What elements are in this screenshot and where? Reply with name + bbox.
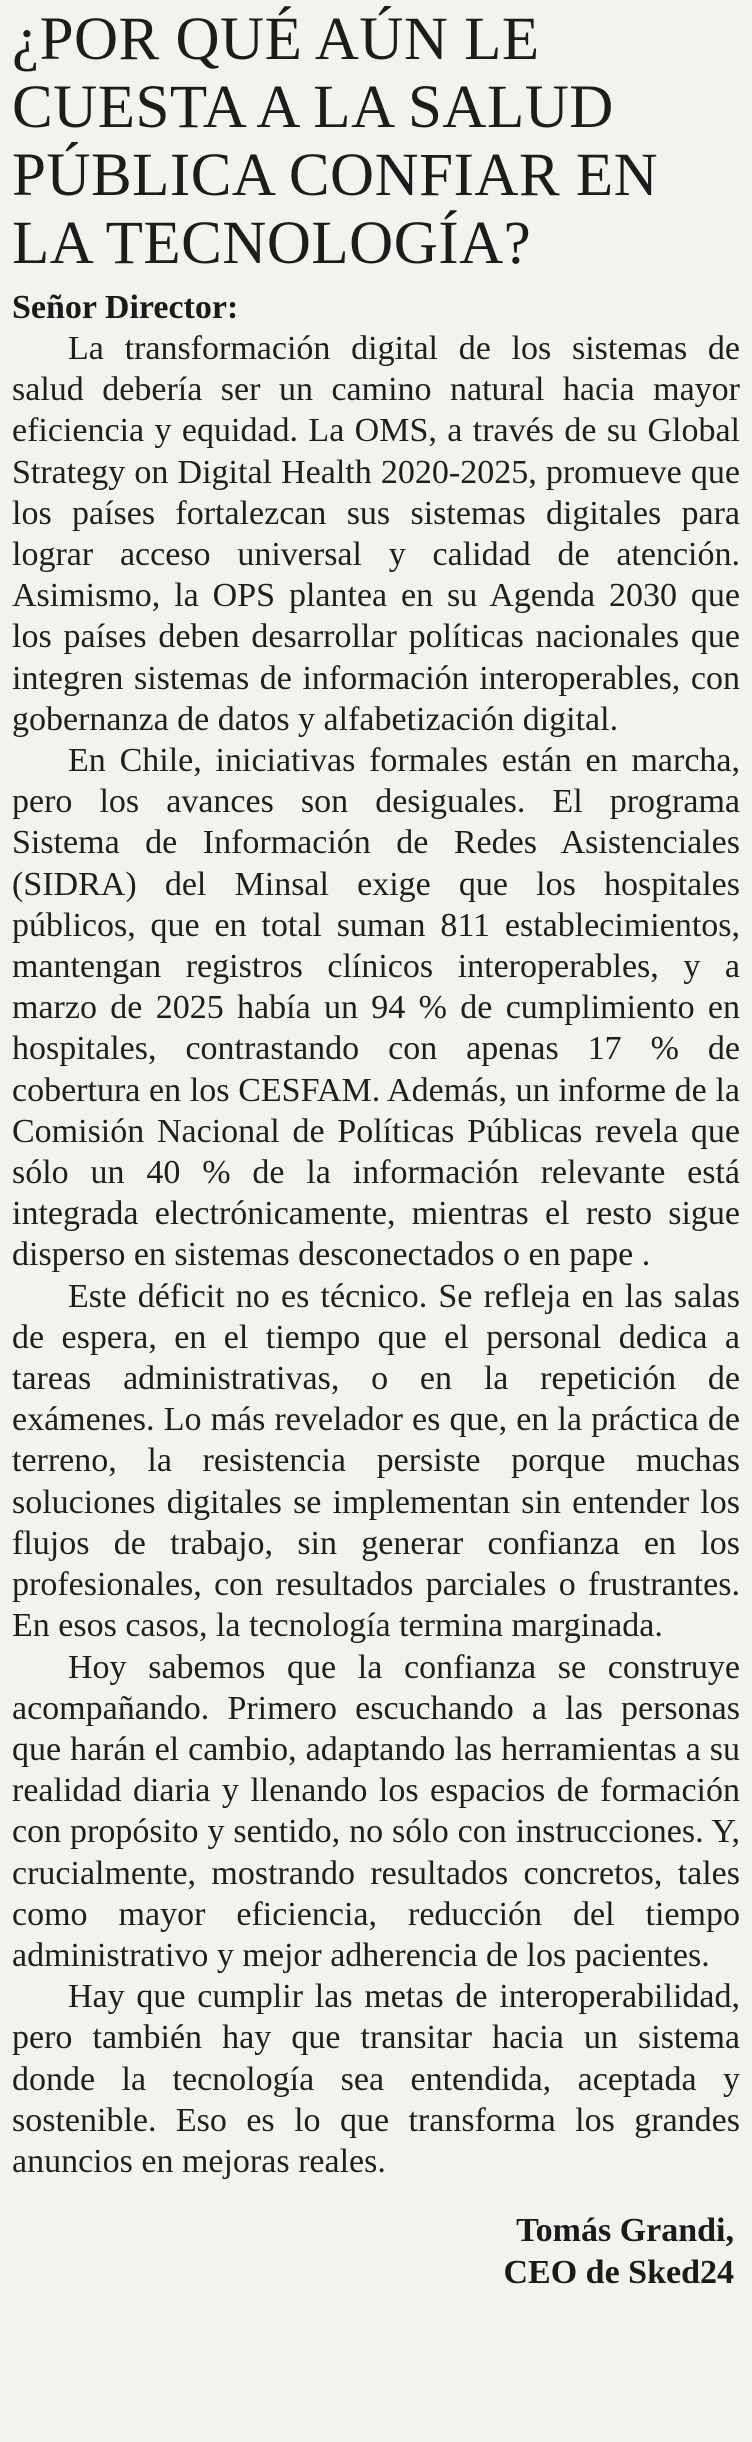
salutation: Señor Director: [12, 289, 239, 326]
signature [12, 2210, 740, 2294]
paragraph-5: Hay que cumplir las metas de interoperabilidad, pero también hay que transitar hacia un sistema donde la tecnología sea entendida, aceptada y sostenible. Eso es lo que transforma los grandes anuncios en mejoras reales. [12, 1978, 740, 2180]
headline: ¿POR QUÉ AÚN LE CUESTA A LA SALUD PÚBLICA CONFIAR EN LA TECNOLOGÍA? [12, 6, 659, 277]
paragraph-2: En Chile, iniciativas formales están en marcha, pero los avances son desiguales. El programa Sistema de Información de Redes Asistenciales (SIDRA) del Minsal exige que los hospitales públicos, que en total suman 811 establecimientos, mantengan registros clínicos interoperables, y a marzo de 2025 había un 94 % de cumplimiento en hospitales, contrastando con apenas 17 % de cobertura en los CESFAM. Además, un informe de la Comisión Nacional de Políticas Públicas revela que sólo un 40 % de la información relevante está integrada electrónicamente, mientras el resto sigue disperso en sistemas desconectados o en pape . [12, 742, 740, 1274]
paragraph-3: Este déficit no es técnico. Se refleja en las salas de espera, en el tiempo que el personal dedica a tareas administrativas, o en la repetición de exámenes. Lo más revelador es que, en la práctica de terreno, la resistencia persiste porque muchas soluciones digitales se implementan sin entender los flujos de trabajo, sin generar confianza en los profesionales, con resultados parciales o frustrantes. En esos casos, la tecnología termina marginada. [12, 1277, 740, 1645]
paragraph-1: La transformación digital de los sistemas de salud debería ser un camino natural hacia mayor eficiencia y equidad. La OMS, a través de su Global Strategy on Digital Health 2020-2025, promueve que los países fortalezcan sus sistemas digitales para lograr acceso universal y calidad de atención. Asimismo, la OPS plantea en su Agenda 2030 que los países deben desarrollar políticas nacionales que integren sistemas de información interoperables, con gobernanza de datos y alfabetización digital. [12, 330, 740, 738]
letter-body [12, 328, 740, 2182]
author-title: CEO de Sked24 [503, 2254, 734, 2292]
paragraph-4: Hoy sabemos que la confianza se construye acompañando. Primero escuchando a las personas que harán el cambio, adaptando las herramientas a su realidad diaria y llenando los espacios de formación con propósito y sentido, no sólo con instrucciones. Y, crucialmente, mostrando resultados concretos, tales como mayor eficiencia, reducción del tiempo administrativo y mejor adherencia de los pacientes. [12, 1648, 740, 1974]
author-name: Tomás Grandi, [516, 2212, 734, 2250]
